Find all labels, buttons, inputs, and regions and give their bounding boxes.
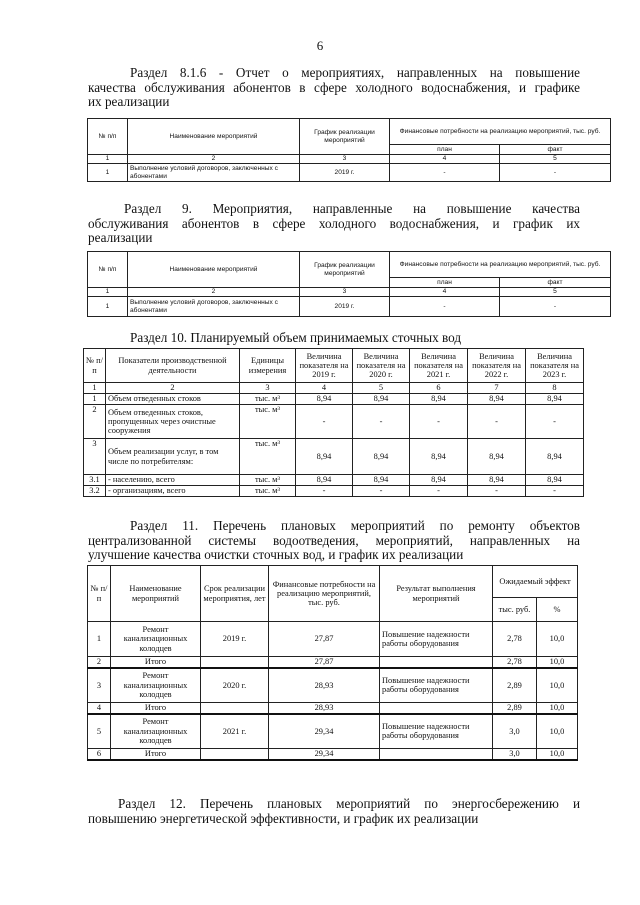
col-header-plan: план [390, 278, 500, 288]
index-cell: 2 [128, 288, 300, 297]
col-header-schedule: График реализации мероприятий [300, 119, 390, 155]
col-header-plan: план [390, 145, 500, 155]
row-name: Объем отведенных стоков, пропущенных через очистные сооружения [106, 405, 240, 439]
row-name: Итого [111, 657, 201, 668]
col-header-num: № п/ п [88, 566, 111, 622]
index-cell: 2 [128, 155, 300, 164]
index-cell: 5 [353, 383, 410, 394]
section-11-table [87, 565, 578, 761]
index-cell: 3 [240, 383, 296, 394]
row-value: 8,94 [296, 475, 353, 486]
row-fact: - [500, 297, 611, 317]
row-rub: 3,0 [493, 714, 537, 749]
table-row [88, 297, 611, 317]
col-header-finance: Финансовые потребности на реализацию мероприятий, тыс. руб. [390, 252, 611, 278]
col-header-2021: Величина показателя на 2021 г. [410, 349, 468, 383]
table-row [88, 668, 578, 703]
row-unit: тыс. м³ [240, 405, 296, 439]
total-row [88, 703, 578, 714]
table-row [84, 439, 584, 475]
row-num: 6 [88, 749, 111, 760]
row-finance: 27,87 [269, 622, 380, 657]
section-12-heading [88, 797, 580, 826]
index-cell: 4 [390, 288, 500, 297]
row-plan: - [390, 297, 500, 317]
heading-line: Раздел 9. Мероприятия, направленные на повышение качества [124, 201, 580, 216]
row-num: 1 [88, 297, 128, 317]
col-header-num: № п/п [84, 349, 106, 383]
index-cell: 5 [500, 155, 611, 164]
col-header-fact: факт [500, 278, 611, 288]
heading-line: повышению энергетической эффективности, и график их реализации [88, 810, 479, 826]
row-name: Объем реализации услуг, в том числе по потребителям: [106, 439, 240, 475]
row-term: 2020 г. [201, 668, 269, 703]
row-num: 2 [88, 657, 111, 668]
row-name: Итого [111, 749, 201, 760]
row-value: - [468, 486, 526, 497]
col-header-pct: % [537, 598, 578, 622]
section-10-heading: Раздел 10. Планируемый объем принимаемых сточных вод [130, 330, 462, 345]
row-num: 3.2 [84, 486, 106, 497]
row-value: - [296, 405, 353, 439]
row-value: - [410, 405, 468, 439]
row-value: - [296, 486, 353, 497]
index-cell: 8 [526, 383, 584, 394]
row-name: Итого [111, 703, 201, 714]
row-plan: - [390, 164, 500, 182]
row-rub: 2,78 [493, 657, 537, 668]
col-header-indicator: Показатели производственной деятельности [106, 349, 240, 383]
row-num: 5 [88, 714, 111, 749]
row-value: - [353, 405, 410, 439]
heading-line: Раздел 8.1.6 - Отчет о мероприятиях, направленных на повышение [130, 65, 580, 80]
row-value: - [526, 486, 584, 497]
row-value: 8,94 [410, 439, 468, 475]
row-result [380, 657, 493, 668]
row-value: 8,94 [296, 394, 353, 405]
index-cell: 2 [106, 383, 240, 394]
heading-line: Раздел 12. Перечень плановых мероприятий по энергосбережению и [118, 796, 580, 811]
row-rub: 3,0 [493, 749, 537, 760]
row-term: 2021 г. [201, 714, 269, 749]
col-header-name: Наименование мероприятий [111, 566, 201, 622]
row-name: Ремонт канализационных колодцев [111, 714, 201, 749]
row-rub: 2,89 [493, 703, 537, 714]
row-value: 8,94 [468, 475, 526, 486]
col-header-fact: факт [500, 145, 611, 155]
col-header-rub: тыс. руб. [493, 598, 537, 622]
page-number: 6 [316, 38, 324, 53]
row-pct: 10,0 [537, 657, 578, 668]
row-result [380, 703, 493, 714]
section-10-table [83, 348, 584, 497]
index-cell: 3 [300, 288, 390, 297]
table-row [88, 164, 611, 182]
col-header-effect: Ожидаемый эффект [493, 566, 578, 598]
row-rub: 2,78 [493, 622, 537, 657]
col-header-2023: Величина показателя на 2023 г. [526, 349, 584, 383]
row-unit: тыс. м³ [240, 394, 296, 405]
row-value: 8,94 [410, 394, 468, 405]
row-pct: 10,0 [537, 622, 578, 657]
col-header-2022: Величина показателя на 2022 г. [468, 349, 526, 383]
heading-line: их реализации [88, 94, 170, 110]
total-row [88, 749, 578, 760]
table-row [84, 405, 584, 439]
table-row [88, 714, 578, 749]
heading-line: централизованной системы водоотведения, мероприятий, направленных на [88, 532, 580, 548]
heading-line: качества обслуживания абонентов в сфере холодного водоснабжения, и графике [88, 79, 580, 95]
row-unit: тыс. м³ [240, 475, 296, 486]
row-pct: 10,0 [537, 749, 578, 760]
heading-line: Раздел 11. Перечень плановых мероприятий по ремонту объектов [130, 518, 580, 533]
row-schedule: 2019 г. [300, 164, 390, 182]
col-header-term: Срок реализации мероприятия, лет [201, 566, 269, 622]
row-fact: - [500, 164, 611, 182]
row-finance: 27,87 [269, 657, 380, 668]
index-cell: 7 [468, 383, 526, 394]
row-value: - [353, 486, 410, 497]
index-cell: 1 [88, 288, 128, 297]
row-term [201, 657, 269, 668]
row-value: 8,94 [410, 475, 468, 486]
total-row [88, 657, 578, 668]
row-value: 8,94 [353, 439, 410, 475]
row-term: 2019 г. [201, 622, 269, 657]
col-header-unit: Единицы измерения [240, 349, 296, 383]
table-row [84, 394, 584, 405]
row-pct: 10,0 [537, 668, 578, 703]
row-value: 8,94 [353, 475, 410, 486]
row-value: 8,94 [526, 475, 584, 486]
section-8-1-6-table [87, 118, 611, 182]
row-name: Выполнение условий договоров, заключенных с абонентами [128, 297, 300, 317]
row-unit: тыс. м³ [240, 439, 296, 475]
heading-line: улучшение качества очистки сточных вод, и график их реализации [88, 547, 464, 563]
col-header-result: Результат выполнения мероприятий [380, 566, 493, 622]
row-value: - [468, 405, 526, 439]
index-cell: 3 [300, 155, 390, 164]
col-header-name: Наименование мероприятий [128, 119, 300, 155]
table-row [88, 622, 578, 657]
section-9-heading [88, 202, 580, 246]
row-num: 3 [84, 439, 106, 475]
row-name: Объем отведенных стоков [106, 394, 240, 405]
row-finance: 28,93 [269, 703, 380, 714]
section-9-table [87, 251, 611, 317]
row-unit: тыс. м³ [240, 486, 296, 497]
row-value: 8,94 [468, 439, 526, 475]
row-value: 8,94 [468, 394, 526, 405]
row-num: 3.1 [84, 475, 106, 486]
row-term [201, 749, 269, 760]
row-term [201, 703, 269, 714]
row-finance: 29,34 [269, 714, 380, 749]
row-value: 8,94 [526, 394, 584, 405]
index-cell: 4 [296, 383, 353, 394]
row-result [380, 749, 493, 760]
row-pct: 10,0 [537, 703, 578, 714]
row-schedule: 2019 г. [300, 297, 390, 317]
col-header-schedule: График реализации мероприятий [300, 252, 390, 288]
table-row [84, 475, 584, 486]
row-value: - [526, 405, 584, 439]
row-num: 4 [88, 703, 111, 714]
row-num: 3 [88, 668, 111, 703]
row-name: - населению, всего [106, 475, 240, 486]
row-result: Повышение надежности работы оборудования [380, 714, 493, 749]
row-pct: 10,0 [537, 714, 578, 749]
col-header-finance: Финансовые потребности на реализацию мероприятий, тыс. руб. [269, 566, 380, 622]
row-value: 8,94 [526, 439, 584, 475]
row-rub: 2,89 [493, 668, 537, 703]
row-num: 2 [84, 405, 106, 439]
row-num: 1 [88, 622, 111, 657]
index-cell: 6 [410, 383, 468, 394]
row-value: - [410, 486, 468, 497]
table-row [84, 486, 584, 497]
row-name: Выполнение условий договоров, заключенных с абонентами [128, 164, 300, 182]
index-cell: 4 [390, 155, 500, 164]
row-name: Ремонт канализационных колодцев [111, 622, 201, 657]
row-result: Повышение надежности работы оборудования [380, 622, 493, 657]
row-name: Ремонт канализационных колодцев [111, 668, 201, 703]
row-value: 8,94 [296, 439, 353, 475]
col-header-num: № п/п [88, 252, 128, 288]
col-header-2019: Величина показателя на 2019 г. [296, 349, 353, 383]
row-finance: 28,93 [269, 668, 380, 703]
heading-line: обслуживания абонентов в сфере холодного водоснабжения, и график их [88, 215, 580, 231]
row-num: 1 [88, 164, 128, 182]
index-cell: 1 [88, 155, 128, 164]
col-header-2020: Величина показателя на 2020 г. [353, 349, 410, 383]
col-header-name: Наименование мероприятий [128, 252, 300, 288]
col-header-num: № п/п [88, 119, 128, 155]
row-result: Повышение надежности работы оборудования [380, 668, 493, 703]
row-finance: 29,34 [269, 749, 380, 760]
row-name: - организациям, всего [106, 486, 240, 497]
row-value: 8,94 [353, 394, 410, 405]
col-header-finance: Финансовые потребности на реализацию мероприятий, тыс. руб. [390, 119, 611, 145]
section-11-heading [88, 519, 580, 563]
row-num: 1 [84, 394, 106, 405]
heading-line: реализации [88, 230, 153, 246]
index-cell: 5 [500, 288, 611, 297]
section-8-1-6-heading [88, 66, 580, 110]
index-cell: 1 [84, 383, 106, 394]
